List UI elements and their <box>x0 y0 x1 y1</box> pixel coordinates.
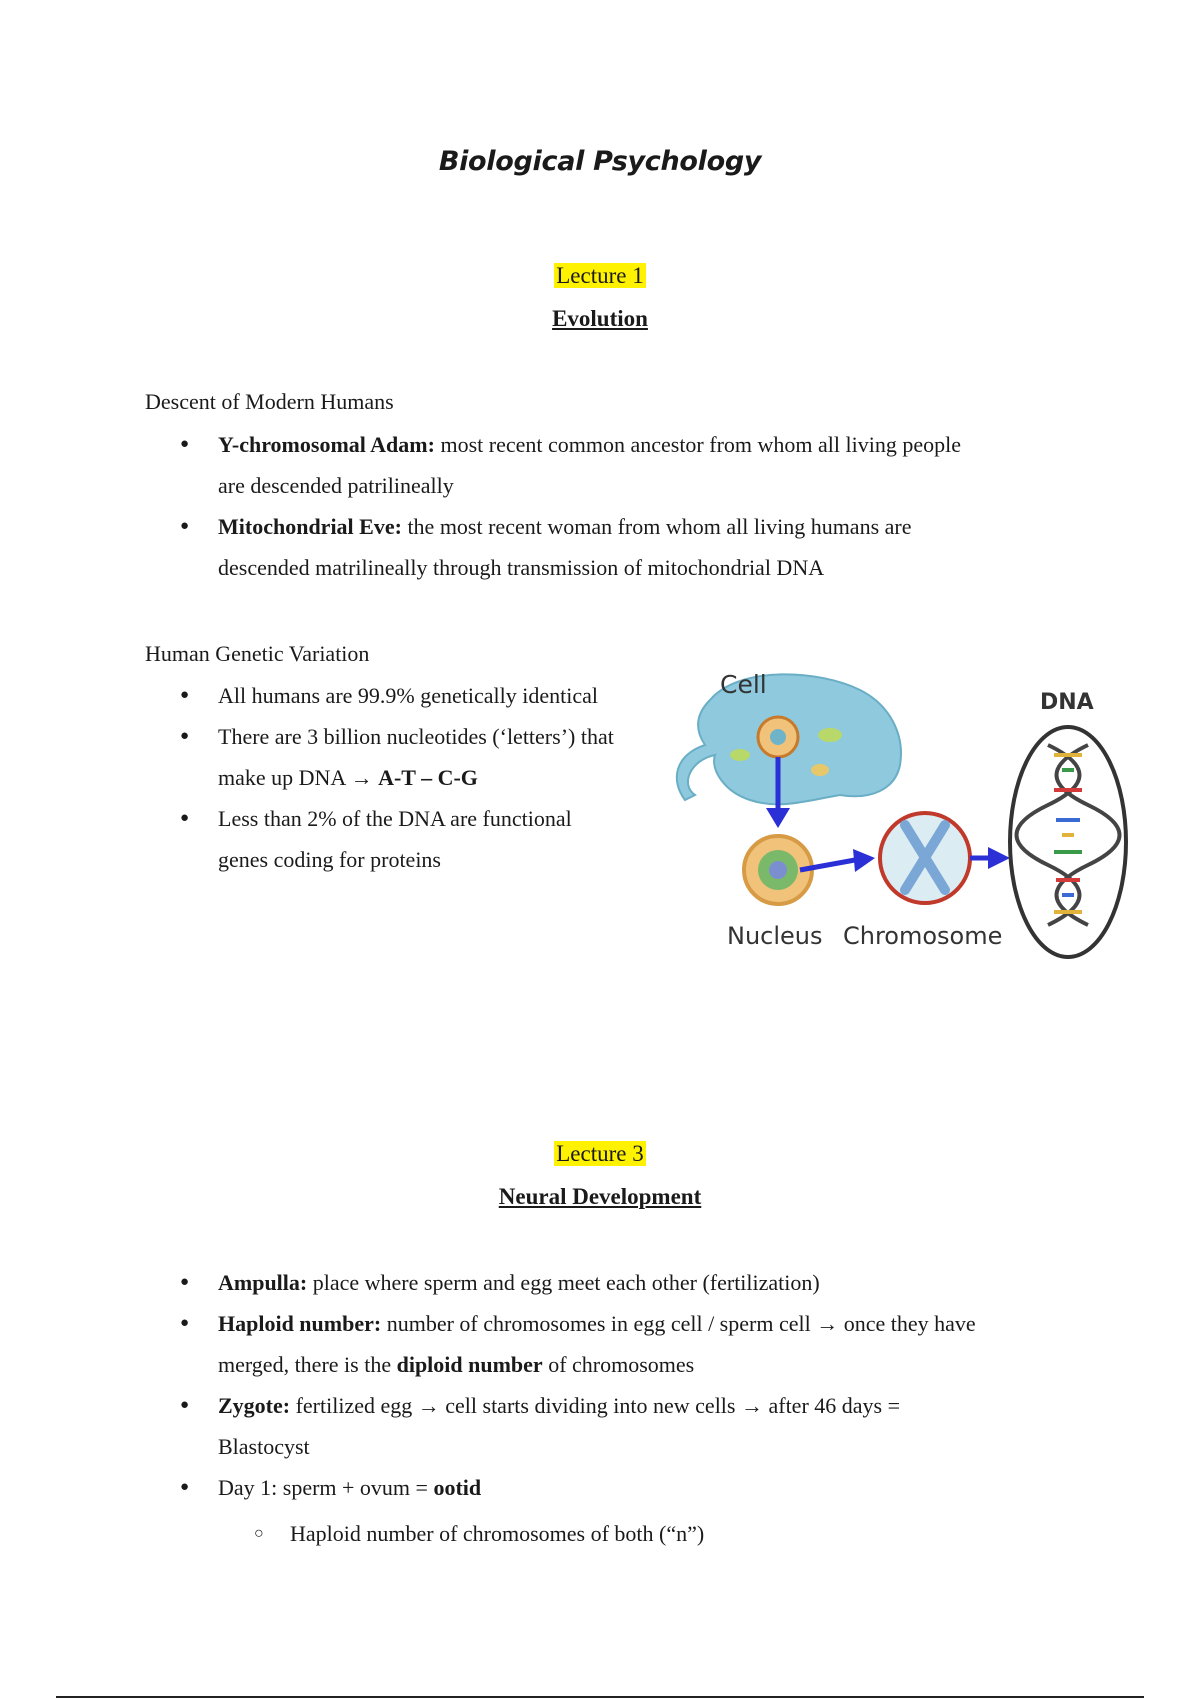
section-heading-descent: Descent of Modern Humans <box>145 389 394 414</box>
lecture-3-title: Neural Development <box>498 1184 702 1209</box>
dna-oval <box>1010 727 1126 957</box>
cell-label: Cell <box>720 670 767 699</box>
list-item: ● Y-chromosomal Adam: most recent common ancestor from whom all living people are descended patrilineally <box>0 424 961 506</box>
list-item: ● Mitochondrial Eve: the most recent woman from whom all living humans are descended matrilineally through transmission of mitochondrial DNA <box>0 506 961 588</box>
list-item: ● Ampulla: place where sperm and egg meet each other (fertilization) <box>0 1262 976 1303</box>
neural-development-sub-list <box>0 1513 704 1554</box>
list-item: ● There are 3 billion nucleotides (‘letters’) that make up DNA → A-T – C-G <box>0 716 614 798</box>
list-item: ● Haploid number: number of chromosomes in egg cell / sperm cell → once they have merged, there is the diploid number of chromosomes <box>0 1303 976 1385</box>
arrow-icon <box>853 849 875 872</box>
lecture-1-title: Evolution <box>552 306 648 331</box>
chromosome-label: Chromosome <box>843 922 1003 950</box>
genetic-variation-bullet-list <box>0 675 614 880</box>
list-item: ● Day 1: sperm + ovum = ootid <box>0 1467 976 1508</box>
list-item: ● All humans are 99.9% genetically identical <box>0 675 614 716</box>
lecture-1-label: Lecture 1 <box>556 263 644 288</box>
list-item: ● Less than 2% of the DNA are functional genes coding for proteins <box>0 798 614 880</box>
list-item: ● Zygote: fertilized egg → cell starts dividing into new cells → after 46 days = Blastocyst <box>0 1385 976 1467</box>
arrow-icon <box>988 847 1010 869</box>
section-heading-genetic-variation: Human Genetic Variation <box>145 641 370 666</box>
neural-development-bullet-list <box>0 1262 976 1508</box>
descent-bullet-list <box>0 424 961 588</box>
dna-label: DNA <box>1040 690 1094 715</box>
page-bottom-rule <box>56 1696 1144 1698</box>
arrow-icon <box>766 808 790 828</box>
page-title: Biological Psychology <box>438 146 762 177</box>
nucleus-label: Nucleus <box>727 922 823 950</box>
cell-to-dna-diagram <box>670 660 1140 970</box>
lecture-3-label: Lecture 3 <box>556 1141 644 1166</box>
list-item: ○ Haploid number of chromosomes of both (“n”) <box>0 1513 704 1554</box>
